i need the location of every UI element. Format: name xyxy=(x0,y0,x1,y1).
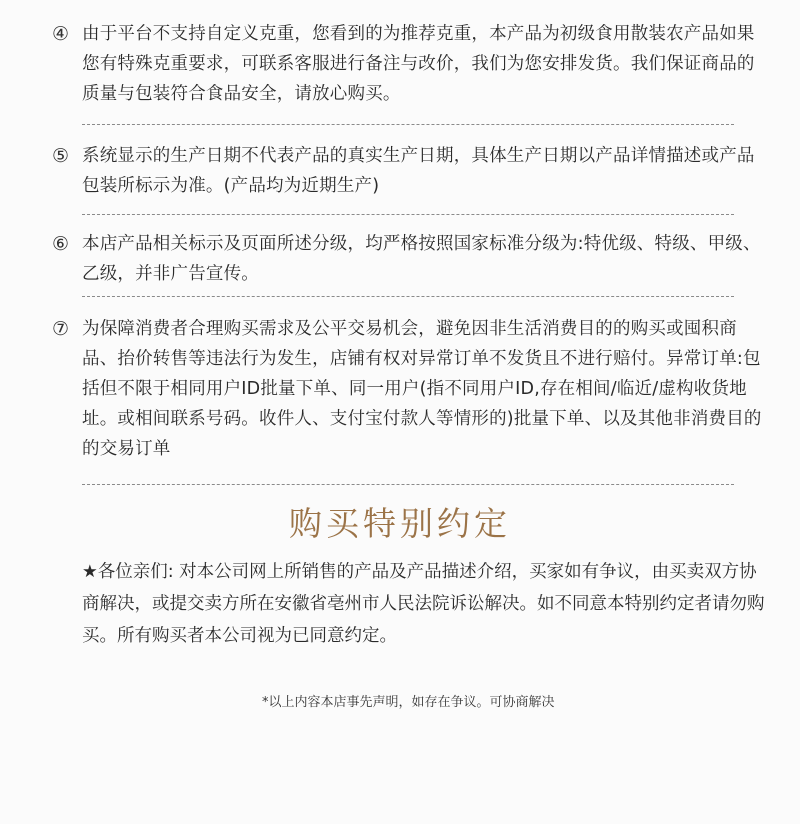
item-text: 本店产品相关标示及页面所述分级，均严格按照国家标准分级为:特优级、特级、甲级、乙级，并非广告宣传。 xyxy=(82,234,761,284)
notice-item-6 xyxy=(52,229,762,289)
notice-item-4 xyxy=(52,19,762,109)
item-number: ④ xyxy=(52,23,70,45)
item-number: ⑤ xyxy=(52,145,70,167)
item-text: 为保障消费者合理购买需求及公平交易机会，避免因非生活消费目的的购买或囤积商品、抬价转售等违法行为发生，店铺有权对异常订单不发货且不进行赔付。异常订单:包括但不限于相同用户ID批量下单、同一用户(指不同用户ID,存在相间/临近/虚构收货地址。或相间联系号码。收件人、支付宝付款人等情形的)批量下单、以及其他非消费目的的交易订单 xyxy=(82,319,762,459)
item-text: 系统显示的生产日期不代表产品的真实生产日期，具体生产日期以产品详情描述或产品包装所标示为准。(产品均为近期生产) xyxy=(82,146,755,196)
notice-item-5 xyxy=(52,141,762,201)
special-agreement-body: ★各位亲们: 对本公司网上所销售的产品及产品描述介绍，买家如有争议，由买卖双方协商解决，或提交卖方所在安徽省亳州市人民法院诉讼解决。如不同意本特别约定者请勿购买。所有购买者本公司视为已同意约定。 xyxy=(82,562,765,646)
item-number: ⑦ xyxy=(52,318,70,340)
divider xyxy=(82,296,734,297)
footnote: *以上内容本店事先声明，如存在争议。可协商解决 xyxy=(262,695,555,710)
item-number: ⑥ xyxy=(52,233,70,255)
notice-item-7 xyxy=(52,314,762,464)
item-text: 由于平台不支持自定义克重，您看到的为推荐克重，本产品为初级食用散装农产品如果您有特殊克重要求，可联系客服进行备注与改价，我们为您安排发货。我们保证商品的质量与包装符合食品安全，请放心购买。 xyxy=(82,24,755,104)
divider xyxy=(82,484,734,485)
divider xyxy=(82,124,734,125)
divider xyxy=(82,214,734,215)
special-agreement-title: 购买特别约定 xyxy=(289,504,511,543)
